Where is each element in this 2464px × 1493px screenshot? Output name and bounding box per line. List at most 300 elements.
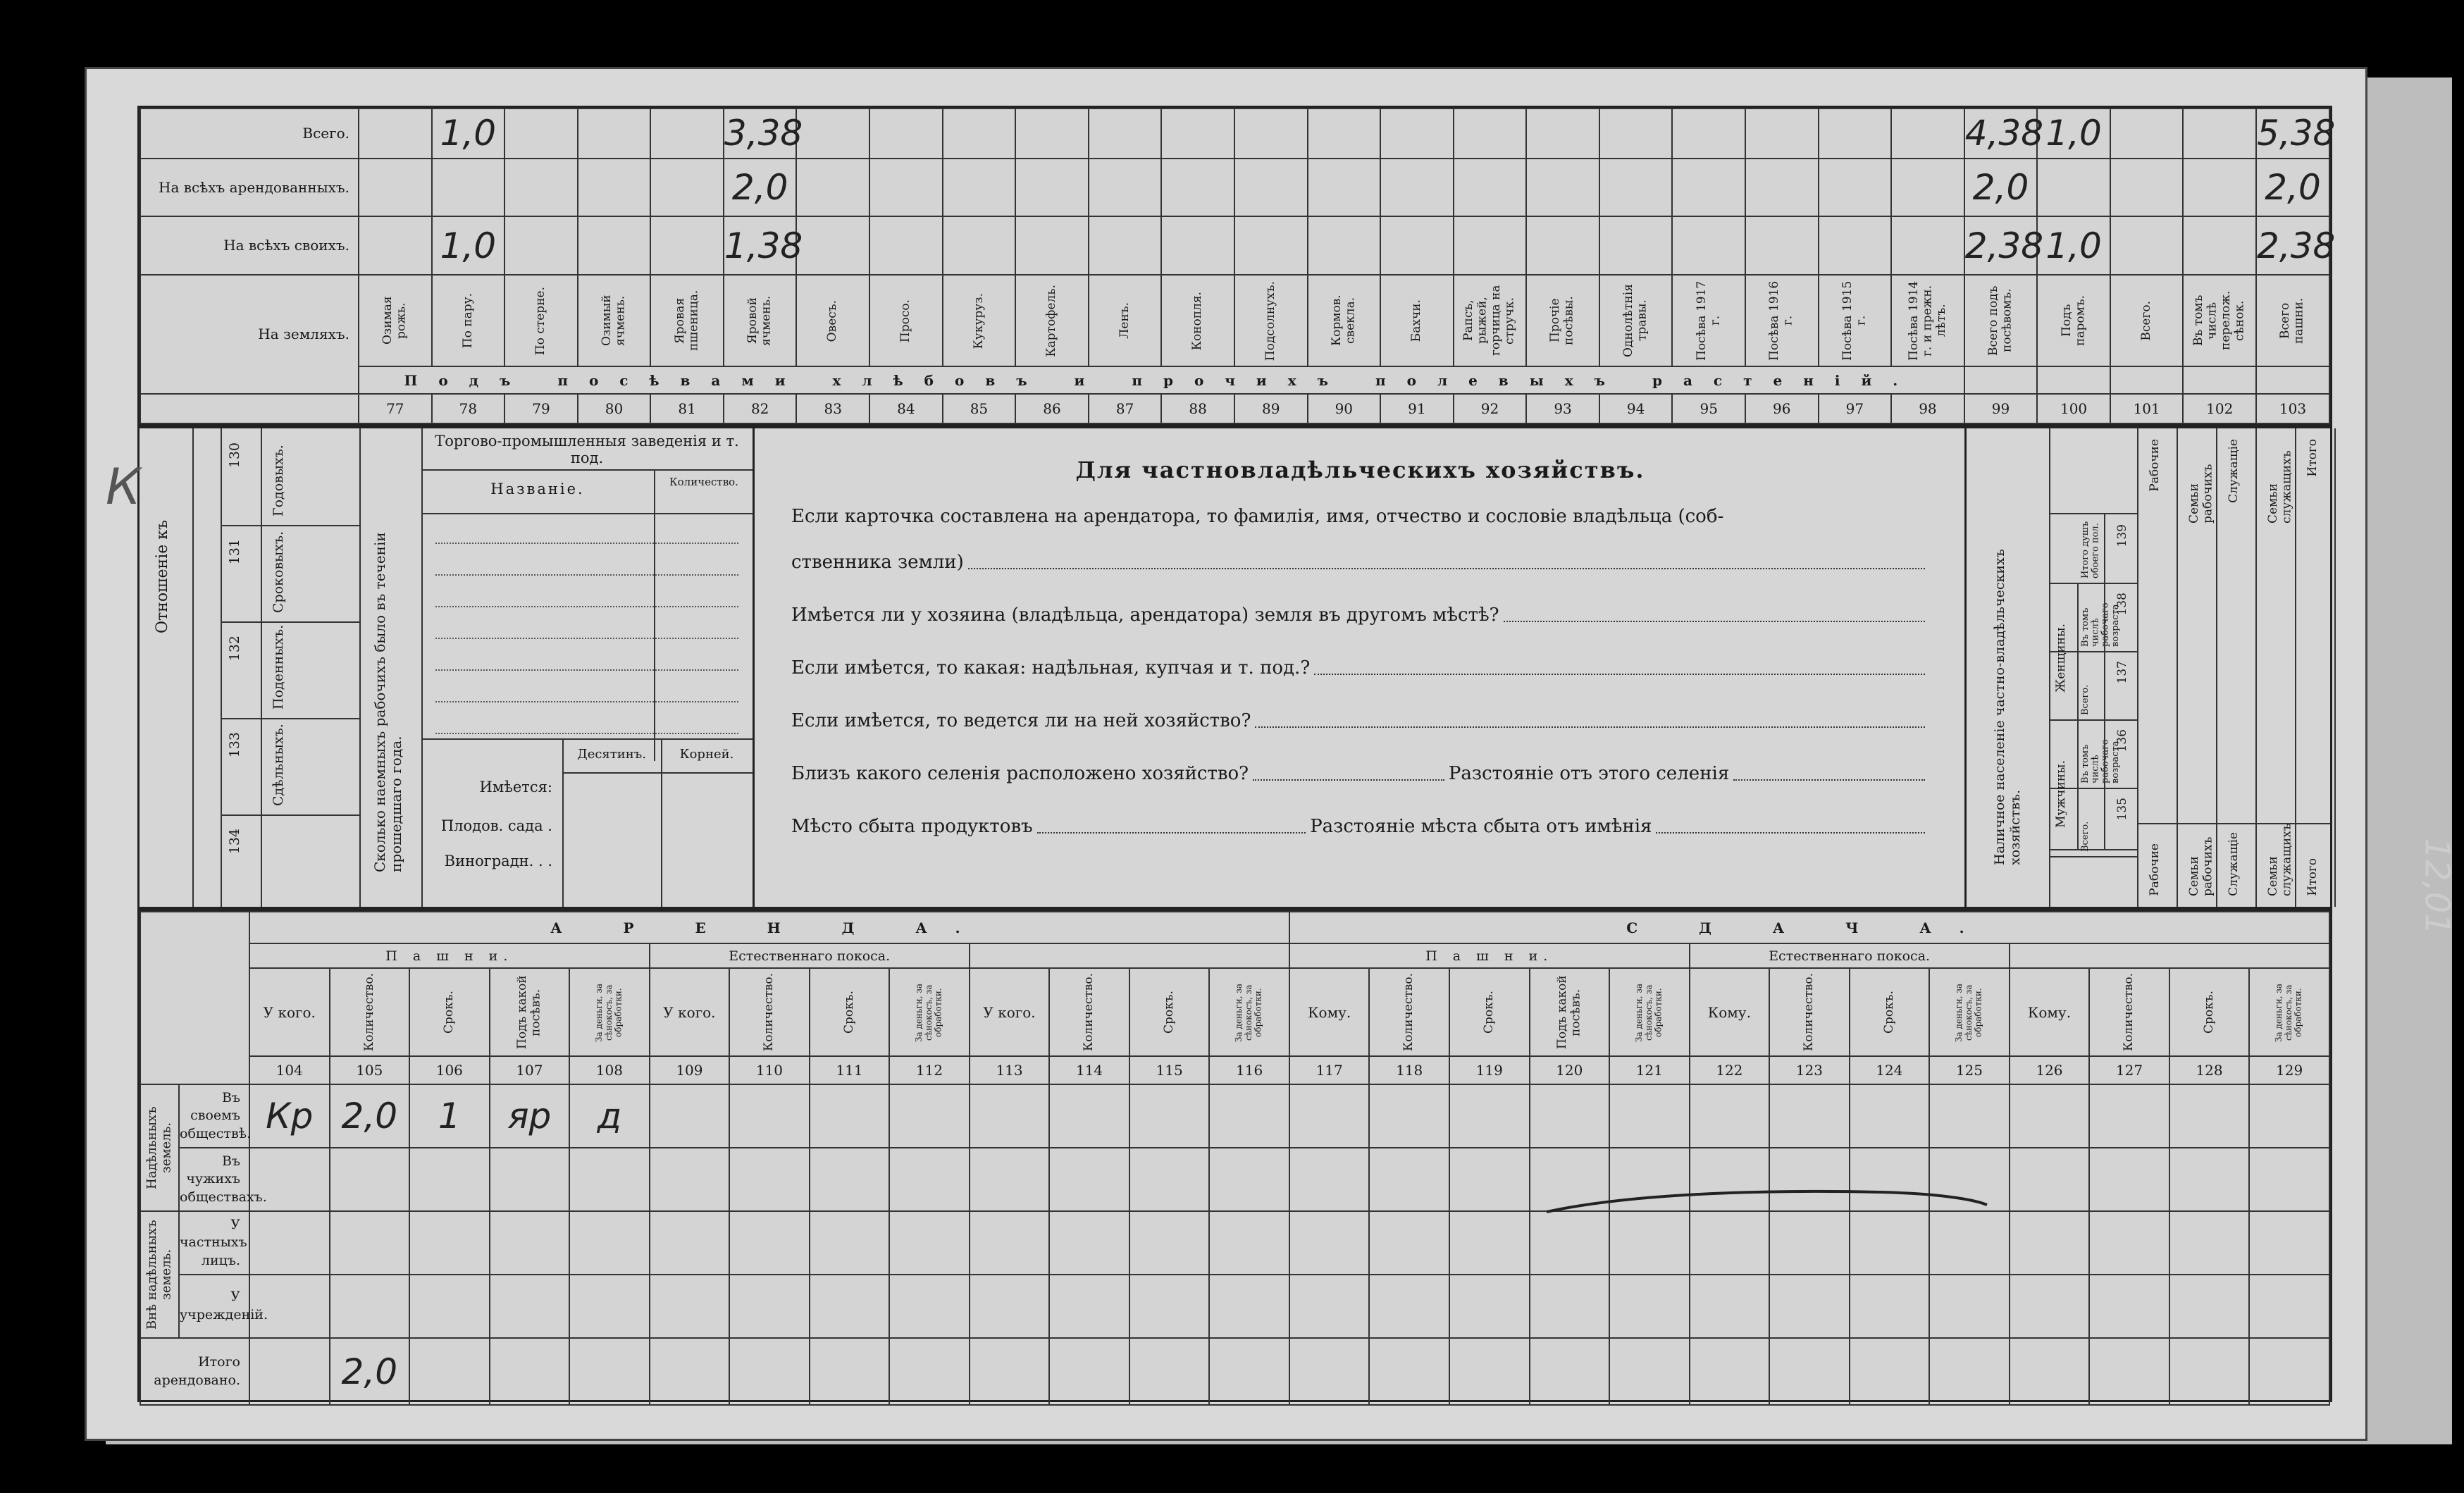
- lease-cell-120: [1530, 1084, 1610, 1148]
- lease-cell-109: [650, 1275, 730, 1338]
- lease-col-header: Количество.: [330, 968, 410, 1056]
- lease-cell-113: [970, 1338, 1050, 1405]
- lease-cell-122: [1690, 1084, 1770, 1148]
- handwritten-value: 1,38: [724, 225, 803, 266]
- lease-cell-116: [1209, 1148, 1289, 1211]
- col-header-77: Озимая рожь.: [359, 275, 432, 366]
- lease-cell-125: [1929, 1338, 2010, 1405]
- cell-77: [359, 109, 432, 159]
- handwritten-value: 4,38: [1964, 113, 2044, 154]
- lease-cell-118: [1369, 1338, 1449, 1405]
- col-header-96: Посѣва 1916 г.: [1745, 275, 1819, 366]
- banner-blank: [2037, 366, 2110, 394]
- cell-101: [2110, 109, 2184, 159]
- col-header-79: По стерне.: [504, 275, 578, 366]
- subgroup-pokos: Естественнаго покоса.: [650, 943, 970, 968]
- worker-num: 134: [227, 829, 242, 855]
- side-col-label: Итого: [2305, 439, 2320, 477]
- crop-banner: Подъ посѣвами хлѣбовъ и прочихъ полевыхъ растеній.: [359, 366, 1964, 394]
- row-label: На всѣхъ своихъ.: [140, 216, 359, 275]
- col-number: 90: [1308, 394, 1381, 423]
- lease-cell-113: [970, 1084, 1050, 1148]
- lease-cell-128: [2169, 1275, 2250, 1338]
- lease-cell-119: [1449, 1148, 1530, 1211]
- handwritten-value: 2,0: [341, 1096, 398, 1136]
- handwritten-value: 5,38: [2257, 113, 2336, 154]
- lease-cell-107: [490, 1211, 570, 1275]
- vineyards-label: Виноградн. . .: [444, 853, 552, 869]
- cell-91: [1380, 159, 1454, 217]
- lease-cell-118: [1369, 1084, 1449, 1148]
- cell-96: [1745, 216, 1819, 275]
- col-number: 85: [943, 394, 1016, 423]
- lease-cell-111: [810, 1148, 890, 1211]
- lease-col-number: 105: [330, 1056, 410, 1084]
- lease-cell-125: [1929, 1084, 2010, 1148]
- lease-col-number: 117: [1289, 1056, 1370, 1084]
- lease-col-header: Подъ какой посѣвъ.: [1530, 968, 1610, 1056]
- lease-cell-112: [889, 1211, 970, 1275]
- cell-90: [1308, 159, 1381, 217]
- lease-cell-118: [1369, 1275, 1449, 1338]
- lease-cell-110: [729, 1148, 810, 1211]
- banner-blank: [1964, 366, 2038, 394]
- pop-total: Итого душъ обоего пол.: [2080, 521, 2101, 578]
- side-col-label: Итого: [2305, 858, 2320, 896]
- pop-workers-age: Въ томъ числѣ рабочаго возраста.: [2080, 601, 2121, 647]
- lease-col-header: Количество.: [2089, 968, 2169, 1056]
- cell-94: [1599, 109, 1673, 159]
- question-2: Имѣется ли у хозяина (владѣльца, арендатора) земля въ другомъ мѣстѣ?: [791, 605, 1929, 626]
- lease-cell-110: [729, 1084, 810, 1148]
- side-col-label: Рабочие: [2148, 843, 2162, 896]
- col-number: 83: [796, 394, 869, 423]
- relation-column: [140, 428, 194, 907]
- subgroup-blank: [970, 943, 1289, 968]
- trade-name-header: Названіе.: [421, 471, 655, 513]
- col-number: 93: [1526, 394, 1599, 423]
- lease-col-number: 109: [650, 1056, 730, 1084]
- lease-cell-119: [1449, 1338, 1530, 1405]
- lease-cell-116: [1209, 1211, 1289, 1275]
- col-number: 79: [504, 394, 578, 423]
- cell-102: [2183, 109, 2256, 159]
- side-col-label: Служащіе: [2227, 439, 2241, 503]
- lease-col-number: 128: [2169, 1056, 2250, 1084]
- handwritten-value: 3,38: [724, 113, 803, 154]
- column-number-row: [140, 394, 2329, 423]
- lease-cell-128: [2169, 1338, 2250, 1405]
- cell-97: [1819, 109, 1892, 159]
- side-col: [2137, 428, 2178, 907]
- lease-cell-127: [2089, 1275, 2169, 1338]
- worker-num: 132: [227, 636, 242, 662]
- lease-col-number: 129: [2249, 1056, 2329, 1084]
- trade-line: [435, 543, 738, 544]
- cell-98: [1891, 216, 1964, 275]
- subgroup-pashni: П а ш н и.: [1289, 943, 1690, 968]
- lease-cell-121: [1609, 1084, 1690, 1148]
- lease-cell-105: [330, 1084, 410, 1148]
- lease-col-header: Количество.: [1369, 968, 1449, 1056]
- lease-col-header: Срокъ.: [409, 968, 490, 1056]
- lease-cell-120: [1530, 1275, 1610, 1338]
- lease-cell-115: [1129, 1338, 1210, 1405]
- trade-line: [435, 701, 738, 702]
- lease-cell-119: [1449, 1275, 1530, 1338]
- col-number: 92: [1454, 394, 1527, 423]
- hired-workers-block: [221, 428, 361, 907]
- lease-cell-126: [2010, 1211, 2090, 1275]
- cell-93: [1526, 216, 1599, 275]
- lease-cell-123: [1769, 1275, 1850, 1338]
- cell-79: [504, 109, 578, 159]
- col-header-101: Всего.: [2110, 275, 2184, 366]
- cell-81: [650, 216, 724, 275]
- col-header-85: Кукуруз.: [943, 275, 1016, 366]
- lease-col-header: За деньги, за сѣнокосъ, за обработки.: [569, 968, 650, 1056]
- column-header-row: [140, 275, 2329, 366]
- col-header-91: Бахчи.: [1380, 275, 1454, 366]
- cell-83: [796, 109, 869, 159]
- cell-78: [432, 216, 505, 275]
- handwritten-value: 2,0: [341, 1351, 398, 1392]
- lease-cell-116: [1209, 1084, 1289, 1148]
- cell-103: [2256, 109, 2336, 159]
- cell-103: [2256, 159, 2329, 217]
- lease-cell-115: [1129, 1275, 1210, 1338]
- margin-number: 12,01: [2417, 838, 2457, 935]
- lease-col-number: 120: [1530, 1056, 1610, 1084]
- lease-cell-109: [650, 1148, 730, 1211]
- col-number: 97: [1819, 394, 1892, 423]
- lease-cell-125: [1929, 1275, 2010, 1338]
- lease-cell-117: [1289, 1338, 1370, 1405]
- col-header-80: Озимый ячмень.: [578, 275, 651, 366]
- col-header-99: Всего подъ посѣвомъ.: [1964, 275, 2038, 366]
- cell-97: [1819, 159, 1892, 217]
- lease-cell-108: [569, 1211, 650, 1275]
- lease-cell-127: [2089, 1148, 2169, 1211]
- lease-cell-108: [569, 1084, 650, 1148]
- lease-col-header: У кого.: [650, 968, 730, 1056]
- col-number: 99: [1964, 394, 2038, 423]
- question-3: Если имѣется, то какая: надѣльная, купчая и т. под.?: [791, 657, 1929, 679]
- lease-cell-104: [249, 1211, 330, 1275]
- lease-cell-109: [650, 1084, 730, 1148]
- col-number: 91: [1380, 394, 1454, 423]
- col-number-row: [140, 1056, 2329, 1084]
- col-number: 101: [2110, 394, 2184, 423]
- question-1a: Если карточка составлена на арендатора, то фамилія, имя, отчество и сословіе владѣльца (соб-: [791, 506, 1724, 527]
- handwritten-value: 2,38: [2257, 225, 2336, 266]
- lease-cell-115: [1129, 1211, 1210, 1275]
- lease-cell-129: [2249, 1148, 2329, 1211]
- row-itogo: [140, 1338, 2329, 1405]
- cell-102: [2183, 159, 2256, 217]
- lease-cell-117: [1289, 1211, 1370, 1275]
- cell-89: [1234, 109, 1308, 159]
- lease-cell-123: [1769, 1084, 1850, 1148]
- lease-col-header: За деньги, за сѣнокосъ, за обработки.: [1609, 968, 1690, 1056]
- group-nadel: Надѣльныхъ земель.: [140, 1084, 179, 1211]
- lease-cell-113: [970, 1148, 1050, 1211]
- lease-cell-122: [1690, 1338, 1770, 1405]
- col-number: 88: [1161, 394, 1234, 423]
- col-number: 84: [869, 394, 943, 423]
- lease-cell-112: [889, 1084, 970, 1148]
- lease-col-header: Срокъ.: [1449, 968, 1530, 1056]
- lease-cell-114: [1049, 1148, 1129, 1211]
- cell-99: [1964, 109, 2044, 159]
- cell-89: [1234, 159, 1308, 217]
- cell-84: [869, 216, 943, 275]
- cell-88: [1161, 159, 1234, 217]
- cell-77: [359, 216, 432, 275]
- lease-cell-127: [2089, 1211, 2169, 1275]
- lease-cell-106: [409, 1211, 490, 1275]
- lease-cell-127: [2089, 1338, 2169, 1405]
- private-title: Для частновладѣльческихъ хозяйствъ.: [1075, 457, 1645, 483]
- lease-cell-126: [2010, 1338, 2090, 1405]
- cell-99: [1964, 159, 2038, 217]
- lease-cell-126: [2010, 1148, 2090, 1211]
- side-col: [2255, 428, 2296, 907]
- cell-93: [1526, 109, 1599, 159]
- pop-num: 139: [2115, 524, 2130, 547]
- cell-86: [1015, 109, 1089, 159]
- blank-cell: [140, 394, 359, 423]
- cell-100: [2037, 109, 2110, 159]
- cell-82: [724, 159, 797, 217]
- relation-label: Отношеніе къ: [154, 520, 171, 634]
- subgroup-blank: [2010, 943, 2329, 968]
- pop-num: 138: [2115, 593, 2130, 616]
- col-header-93: Прочіе посѣвы.: [1526, 275, 1599, 366]
- col-number: 87: [1089, 394, 1162, 423]
- lease-col-number: 126: [2010, 1056, 2090, 1084]
- private-farms-block: [756, 428, 1967, 907]
- row-svoem: [140, 1084, 2329, 1148]
- col-number: 98: [1891, 394, 1964, 423]
- land-label: На земляхъ.: [140, 275, 359, 394]
- cell-82: [724, 216, 803, 275]
- lease-col-number: 118: [1369, 1056, 1449, 1084]
- lease-cell-110: [729, 1211, 810, 1275]
- hired-question-cell: [358, 428, 423, 907]
- population-grid: [2049, 513, 2137, 850]
- question-1b: ственника земли): [791, 552, 1929, 574]
- lease-cell-111: [810, 1338, 890, 1405]
- col-number: 78: [432, 394, 505, 423]
- lease-cell-113: [970, 1211, 1050, 1275]
- lease-cell-112: [889, 1275, 970, 1338]
- pop-num: 137: [2115, 661, 2130, 684]
- lease-cell-106: [409, 1148, 490, 1211]
- cell-82: [724, 109, 803, 159]
- lease-cell-115: [1129, 1084, 1210, 1148]
- cell-100: [2037, 159, 2110, 217]
- cell-88: [1161, 216, 1234, 275]
- lease-cell-108: [569, 1275, 650, 1338]
- middle-section: [137, 426, 2332, 909]
- banner-blank: [2110, 366, 2184, 394]
- lease-cell-111: [810, 1275, 890, 1338]
- col-header-81: Яровая пшеница.: [650, 275, 724, 366]
- col-number: 96: [1745, 394, 1819, 423]
- trade-qty-header: Количество.: [669, 476, 738, 488]
- lease-col-number: 121: [1609, 1056, 1690, 1084]
- question-6: Мѣсто сбыта продуктовъ Разстояніе мѣста сбыта отъ имѣнія: [791, 816, 1929, 838]
- worker-label: Сроковыхъ.: [271, 531, 286, 613]
- lease-col-number: 122: [1690, 1056, 1770, 1084]
- lease-cell-112: [889, 1338, 970, 1405]
- worker-row-130: [222, 428, 359, 526]
- lease-cell-106: [409, 1084, 490, 1148]
- cell-80: [578, 159, 651, 217]
- cell-81: [650, 159, 724, 217]
- row-svoih: [140, 216, 2329, 275]
- lease-col-number: 112: [889, 1056, 970, 1084]
- cell-79: [504, 216, 578, 275]
- lease-col-number: 123: [1769, 1056, 1850, 1084]
- handwritten-value: 1,0: [2045, 113, 2102, 154]
- lease-cell-105: [330, 1338, 410, 1405]
- cell-91: [1380, 109, 1454, 159]
- worker-row-133: [222, 718, 359, 816]
- row-vsego: [140, 109, 2329, 159]
- cell-95: [1672, 109, 1745, 159]
- lease-col-header: Срокъ.: [1850, 968, 1930, 1056]
- lease-cell-129: [2249, 1084, 2329, 1148]
- lease-col-header: Кому.: [1690, 968, 1770, 1056]
- lease-cell-106: [409, 1275, 490, 1338]
- lease-cell-112: [889, 1148, 970, 1211]
- lease-cell-116: [1209, 1275, 1289, 1338]
- lease-col-number: 127: [2089, 1056, 2169, 1084]
- lease-col-number: 111: [810, 1056, 890, 1084]
- row-chastnyh: [140, 1211, 2329, 1275]
- lease-cell-108: [569, 1338, 650, 1405]
- col-header-94: Однолѣтнія травы.: [1599, 275, 1673, 366]
- lease-col-header: За деньги, за сѣнокосъ, за обработки.: [1929, 968, 2010, 1056]
- side-col: [2295, 428, 2336, 907]
- margin-letter: К: [106, 458, 141, 516]
- lease-cell-118: [1369, 1148, 1449, 1211]
- cell-90: [1308, 109, 1381, 159]
- lease-cell-128: [2169, 1084, 2250, 1148]
- col-header-103: Всего пашни.: [2256, 275, 2329, 366]
- col-header-82: Яровой ячмень.: [724, 275, 797, 366]
- side-col-label: Служащіе: [2227, 832, 2241, 896]
- lease-cell-106: [409, 1338, 490, 1405]
- lease-col-header: За деньги, за сѣнокосъ, за обработки.: [1209, 968, 1289, 1056]
- cell-92: [1454, 109, 1527, 159]
- lease-cell-120: [1530, 1338, 1610, 1405]
- cell-92: [1454, 216, 1527, 275]
- arenda-sdacha-row: [140, 912, 2329, 943]
- cell-86: [1015, 159, 1089, 217]
- lease-cell-119: [1449, 1211, 1530, 1275]
- worker-row-134: [222, 814, 359, 912]
- lease-col-header: Количество.: [729, 968, 810, 1056]
- col-number: 82: [724, 394, 797, 423]
- subgroup-row: [140, 943, 2329, 968]
- pop-row-139: [2049, 514, 2137, 584]
- col-number: 95: [1672, 394, 1745, 423]
- side-col-label: Семьи служащихъ: [2266, 823, 2294, 896]
- col-number: 80: [578, 394, 651, 423]
- col-header-98: Посѣва 1914 г. и прежн. лѣтъ.: [1891, 275, 1964, 366]
- lease-col-header: Срокъ.: [810, 968, 890, 1056]
- col-number: 102: [2183, 394, 2256, 423]
- col-header-95: Посѣва 1917 г.: [1672, 275, 1745, 366]
- lease-cell-121: [1609, 1275, 1690, 1338]
- handwritten-value: 1,0: [440, 113, 497, 154]
- row-chuzhih: [140, 1148, 2329, 1211]
- cell-97: [1819, 216, 1892, 275]
- pop-women: Женщины.: [2054, 624, 2068, 693]
- lease-cell-107: [490, 1148, 570, 1211]
- worker-row-131: [222, 525, 359, 623]
- trade-line: [435, 638, 738, 639]
- handwritten-value: 2,0: [2265, 167, 2321, 208]
- trade-line: [435, 669, 738, 671]
- col-header-100: Подъ паромъ.: [2037, 275, 2110, 366]
- lease-cell-114: [1049, 1275, 1129, 1338]
- lease-col-number: 114: [1049, 1056, 1129, 1084]
- lease-cell-114: [1049, 1084, 1129, 1148]
- col-header-88: Конопля.: [1161, 275, 1234, 366]
- lease-col-number: 108: [569, 1056, 650, 1084]
- lease-col-header: За деньги, за сѣнокосъ, за обработки.: [2249, 968, 2329, 1056]
- lease-cell-124: [1850, 1275, 1930, 1338]
- lease-cell-111: [810, 1211, 890, 1275]
- lease-col-header: У кого.: [249, 968, 330, 1056]
- trade-line: [435, 574, 738, 576]
- handwritten-value: 1,0: [2045, 225, 2102, 266]
- col-number: 94: [1599, 394, 1673, 423]
- cell-79: [504, 159, 578, 217]
- group-vne: Внѣ надѣльныхъ земель.: [140, 1211, 179, 1338]
- cell-77: [359, 159, 432, 217]
- lease-cell-123: [1769, 1338, 1850, 1405]
- lease-cell-104: [249, 1084, 330, 1148]
- lease-cell-119: [1449, 1084, 1530, 1148]
- worker-label: Сдѣльныхъ.: [271, 724, 286, 806]
- handwritten-stroke: [1543, 1184, 1994, 1226]
- worker-num: 133: [227, 732, 242, 758]
- cell-88: [1161, 109, 1234, 159]
- lease-table: [137, 909, 2332, 1402]
- cell-81: [650, 109, 724, 159]
- cell-85: [943, 159, 1016, 217]
- lease-cell-115: [1129, 1148, 1210, 1211]
- cell-87: [1089, 109, 1162, 159]
- lease-cell-107: [490, 1275, 570, 1338]
- col-header-90: Кормов. свекла.: [1308, 275, 1381, 366]
- lease-col-header: За деньги, за сѣнокосъ, за обработки.: [889, 968, 970, 1056]
- cell-83: [796, 159, 869, 217]
- handwritten-value: 2,0: [1972, 167, 2029, 208]
- cell-101: [2110, 216, 2184, 275]
- col-header-92: Рапсъ, рыжей, горчица на стручк.: [1454, 275, 1527, 366]
- cell-95: [1672, 216, 1745, 275]
- lease-cell-109: [650, 1211, 730, 1275]
- lease-cell-105: [330, 1148, 410, 1211]
- lease-cell-108: [569, 1148, 650, 1211]
- lease-cell-129: [2249, 1275, 2329, 1338]
